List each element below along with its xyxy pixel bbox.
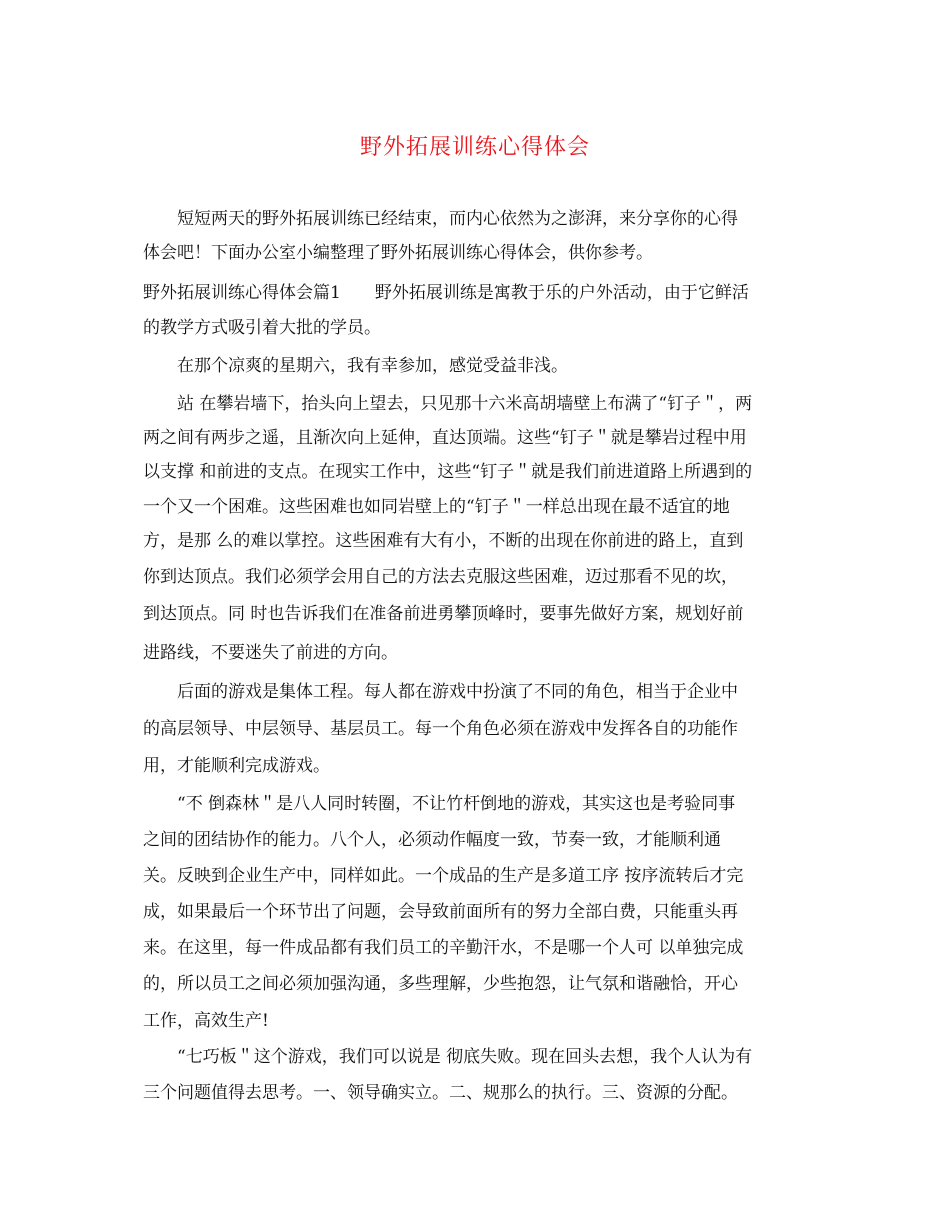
text-line: 三个问题值得去思考。一、领导确实立。二、规那么的执行。三、资源的分配。: [143, 1083, 738, 1103]
text-line: 短短两天的野外拓展训练已经结束，而内心依然为之澎湃，来分享你的心得: [177, 209, 738, 229]
text-line: 站 在攀岩墙下，抬头向上望去，只见那十六米高胡墙壁上布满了“钉子＂，两: [177, 394, 753, 414]
text-line: 野外拓展训练心得体会篇1 野外拓展训练是寓教于乐的户外活动，由于它鲜活: [143, 283, 749, 303]
text-line: 的，所以员工之间必须加强沟通，多些理解，少些抱怨，让气氛和谐融恰，开心: [143, 974, 738, 994]
text-line: 的高层领导、中层领导、基层员工。每一个角色必须在游戏中发挥各自的功能作: [143, 719, 738, 739]
text-line: 到达顶点。同 时也告诉我们在准备前进勇攀顶峰时，要事先做好方案，规划好前: [143, 604, 744, 624]
text-line: 进路线，不要迷失了前进的方向。: [143, 643, 398, 663]
text-line: 两之间有两步之遥，且渐次向上延伸，直达顶端。这些“钉子＂就是攀岩过程中用: [143, 428, 747, 448]
text-line: 你到达顶点。我们必须学会用自己的方法去克服这些困难，迈过那看不见的坎，: [143, 567, 738, 587]
text-line: 之间的团结协作的能力。八个人，必须动作幅度一致，节奏一致，才能顺利通: [143, 830, 721, 850]
text-line: 体会吧！下面办公室小编整理了野外拓展训练心得体会，供你参考。: [143, 243, 653, 263]
text-line: 来。在这里，每一件成品都有我们员工的辛勤汗水，不是哪一个人可 以单独完成: [143, 938, 744, 958]
text-line: 方，是那 么的难以掌控。这些困难有大有小，不断的出现在你前进的路上，直到: [143, 531, 744, 551]
text-line: 成，如果最后一个环节出了问题，会导致前面所有的努力全部白费，只能重头再: [143, 902, 738, 922]
text-line: 后面的游戏是集体工程。每人都在游戏中扮演了不同的角色，相当于企业中: [177, 682, 738, 702]
text-line: 在那个凉爽的星期六，我有幸参加，感觉受益非浅。: [177, 356, 568, 376]
text-line: 一个又一个困难。这些困难也如同岩壁上的“钉子＂一样总出现在最不适宜的地: [143, 497, 730, 517]
text-line: “不 倒森林＂是八人同时转圈，不让竹杆倒地的游戏，其实这也是考验同事: [177, 794, 736, 814]
text-line: 的教学方式吸引着大批的学员。: [143, 318, 381, 338]
text-line: 关。反映到企业生产中，同样如此。一个成品的生产是多道工序 按序流转后才完: [143, 866, 744, 886]
text-line: 工作，高效生产!: [143, 1011, 269, 1031]
text-line: 用，才能顺利完成游戏。: [143, 756, 330, 776]
text-line: 以支撑 和前进的支点。在现实工作中，这些“钉子＂就是我们前进道路上所遇到的: [143, 462, 753, 482]
text-line: “七巧板＂这个游戏，我们可以说是 彻底失败。现在回头去想，我个人认为有: [177, 1047, 753, 1067]
document-title: 野外拓展训练心得体会: [359, 135, 590, 160]
